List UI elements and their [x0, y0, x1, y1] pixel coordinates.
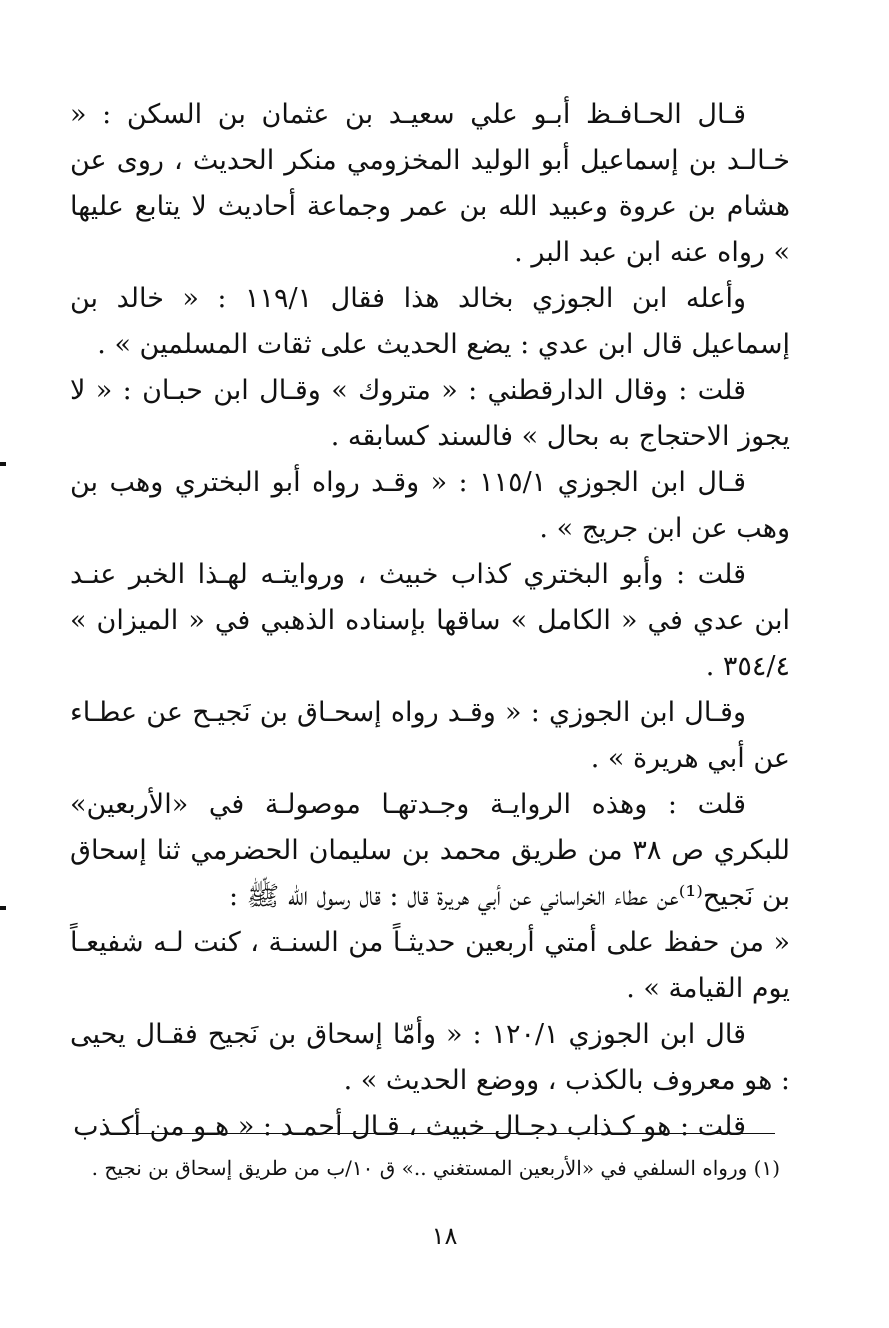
paragraph: قلت : هو كـذاب دجـال خبيث ، قـال أحمـد : « هـو من أكـذب — [73, 1111, 746, 1142]
paragraph: قلت : وأبو البختري كذاب خبيث ، وروايتـه لهـذا الخبر عنـد ابن عدي في « الكامل » ساقها بإسناده الذهبي في « الميزان » ٣٥٤/٤ . — [70, 559, 790, 682]
paragraph: وأعله ابن الجوزي بخالد هذا فقال ١١٩/١ : « خالد بن إسماعيل قال ابن عدي : يضع الحديث على ثقات المسلمين » . — [70, 283, 790, 360]
paragraph: وقـال ابن الجوزي : « وقـد رواه إسحـاق بن نَجيـح عن عطـاء عن أبي هريرة » . — [70, 697, 790, 774]
paragraph: قلت : وقال الدارقطني : « متروك » وقـال ابن حبـان : « لا يجوز الاحتجاج به بحال » فالسند كسابقه . — [70, 375, 790, 452]
paragraph: قال ابن الجوزي ١٢٠/١ : « وأمّا إسحاق بن نَجيح فقـال يحيى : هو معروف بالكذب ، ووضع الحديث » . — [70, 1019, 790, 1096]
margin-mark — [0, 906, 6, 910]
paragraph: قـال ابن الجوزي ١١٥/١ : « وقـد رواه أبو البختري وهب بن وهب عن ابن جريج » . — [70, 467, 790, 544]
footnote-divider — [110, 1133, 775, 1134]
footnote: (١) ورواه السلفي في «الأربعين المستغني ..» ق ١٠/ب من طريق إسحاق بن نجيح . — [91, 1156, 780, 1180]
paragraph: قـال الحـافـظ أبـو علي سعيـد بن عثمان بن السكن : « خـالـد بن إسماعيل أبو الوليد المخزومي منكر الحديث ، روى عن هشام بن عروة وعبيد الله بن عمر وجماعة أحاديث لا يتابع عليها » رواه عنه ابن عبد البر . — [70, 99, 790, 268]
page-number: ١٨ — [431, 1222, 458, 1250]
page-body — [70, 92, 790, 1150]
quoted-hadith: « من حفظ على أمتي أربعين حديثـاً من السنـة ، كنت لـه شفيعـاً يوم القيامة » . — [70, 927, 790, 1004]
margin-mark — [0, 462, 6, 466]
paragraph: قلت : وهذه الروايـة وجـدتهـا موصولـة في «الأربعين» للبكري ص ٣٨ من طريق محمد بن سليمان الحضرمي ثنا إسحاق بن نَجيح⁽¹⁾عن عطاء الخراساني عن أبي هريرة قال : قال رسول الله ﷺ : — [70, 789, 790, 912]
